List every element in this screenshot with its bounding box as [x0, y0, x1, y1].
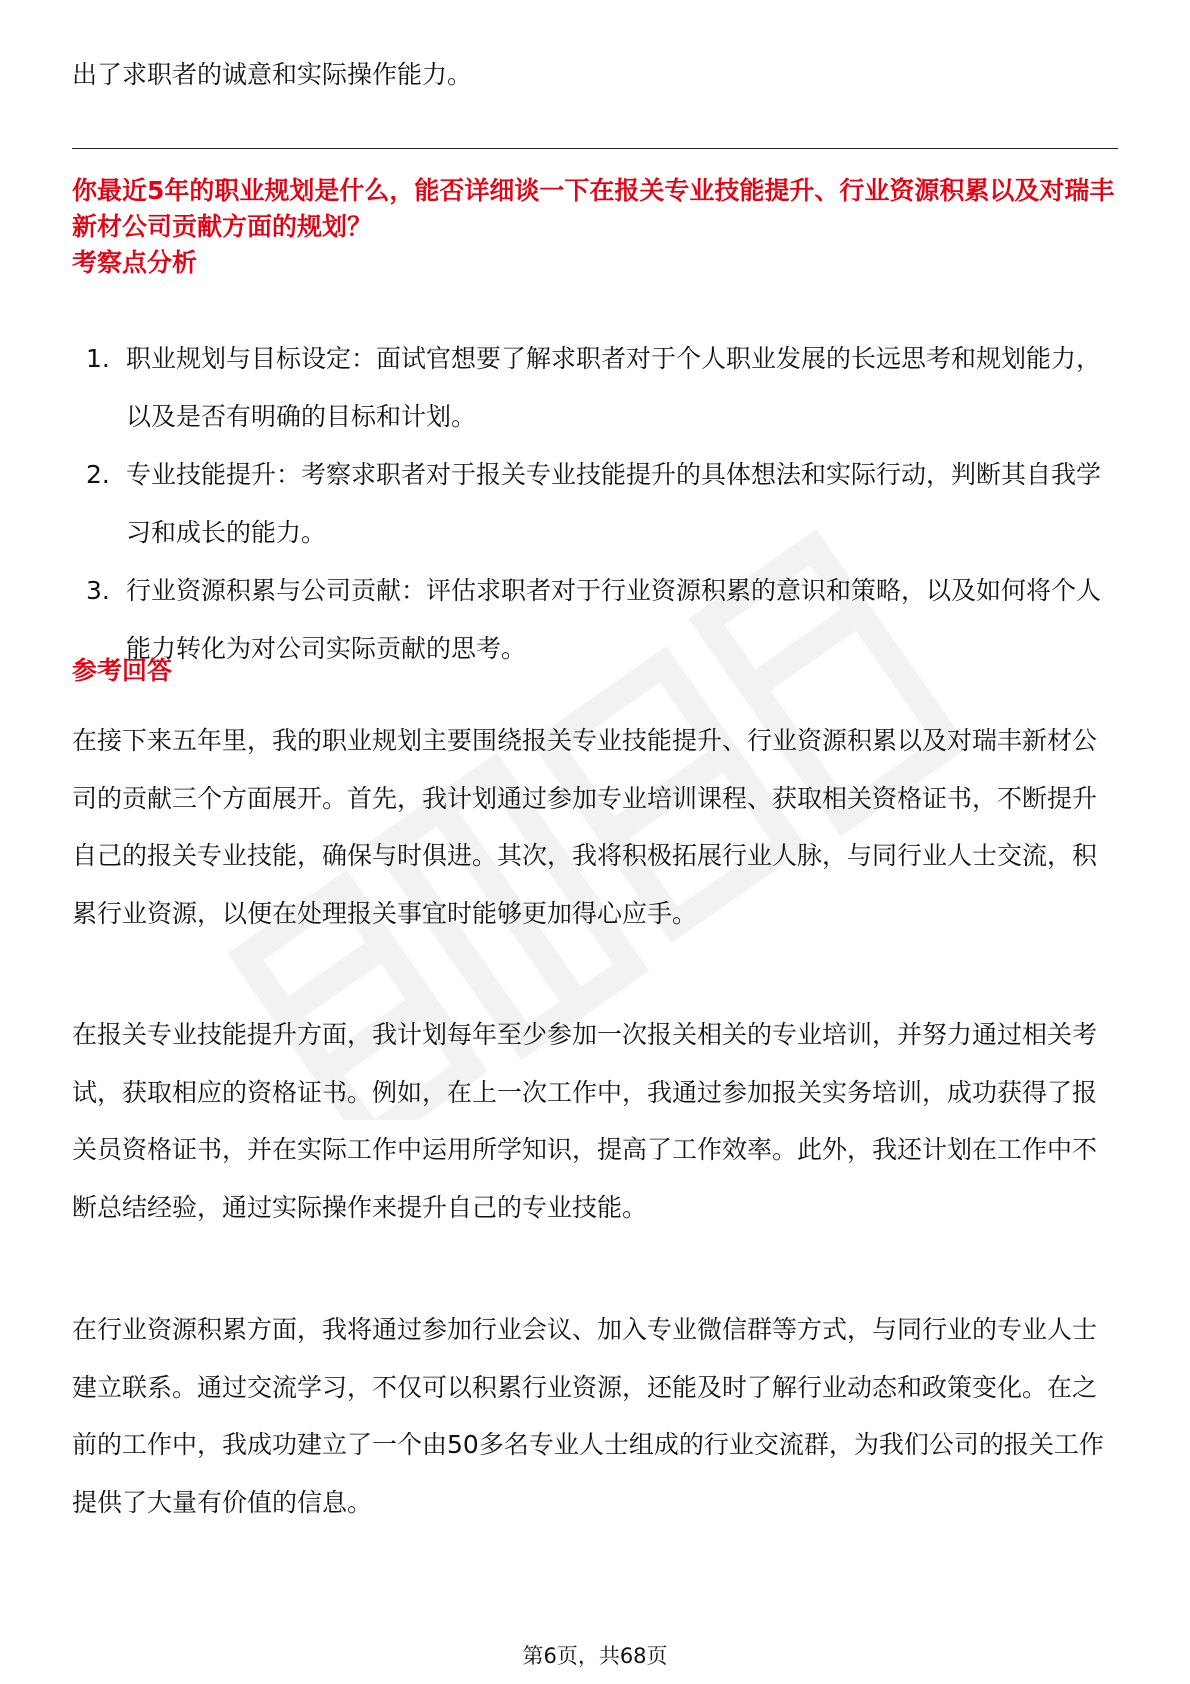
analysis-item [72, 330, 1118, 446]
page-number-footer: 第6页，共68页 [522, 1644, 668, 1668]
analysis-item [72, 446, 1118, 562]
analysis-item-number: 2. [86, 460, 110, 489]
answer-paragraph: 在接下来五年里，我的职业规划主要围绕报关专业技能提升、行业资源积累以及对瑞丰新材公司的贡献三个方面展开。首先，我计划通过参加专业培训课程、获取相关资格证书，不断提升自己的报关专业技能，确保与时俱进。其次，我将积极拓展行业人脉，与同行业人士交流，积累行业资源，以便在处理报关事宜时能够更加得心应手。 [72, 726, 1098, 928]
analysis-item-text: 专业技能提升：考察求职者对于报关专业技能提升的具体想法和实际行动，判断其自我学习和成长的能力。 [126, 460, 1102, 547]
question-title: 你最近5年的职业规划是什么，能否详细谈一下在报关专业技能提升、行业资源积累以及对瑞丰新材公司贡献方面的规划？ [72, 176, 1115, 241]
intro-tail-text: 出了求职者的诚意和实际操作能力。 [72, 60, 473, 89]
analysis-item [72, 562, 1118, 678]
analysis-heading: 考察点分析 [72, 248, 198, 277]
answer-paragraph: 在报关专业技能提升方面，我计划每年至少参加一次报关相关的专业培训，并努力通过相关考试，获取相应的资格证书。例如，在上一次工作中，我通过参加报关实务培训，成功获得了报关员资格证书，并在实际工作中运用所学知识，提高了工作效率。此外，我还计划在工作中不断总结经验，通过实际操作来提升自己的专业技能。 [72, 1020, 1098, 1222]
answer-heading: 参考回答 [72, 656, 173, 685]
analysis-item-text: 行业资源积累与公司贡献：评估求职者对于行业资源积累的意识和策略，以及如何将个人能力转化为对公司实际贡献的思考。 [126, 576, 1102, 663]
section-divider [72, 148, 1118, 149]
answer-paragraph: 在行业资源积累方面，我将通过参加行业会议、加入专业微信群等方式，与同行业的专业人士建立联系。通过交流学习，不仅可以积累行业资源，还能及时了解行业动态和政策变化。在之前的工作中，我成功建立了一个由50多名专业人士组成的行业交流群，为我们公司的报关工作提供了大量有价值的信息。 [72, 1315, 1104, 1517]
analysis-item-number: 1. [86, 344, 110, 373]
analysis-item-number: 3. [86, 576, 110, 605]
analysis-list [72, 330, 1118, 678]
analysis-item-text: 职业规划与目标设定：面试官想要了解求职者对于个人职业发展的长远思考和规划能力，以及是否有明确的目标和计划。 [126, 344, 1102, 431]
